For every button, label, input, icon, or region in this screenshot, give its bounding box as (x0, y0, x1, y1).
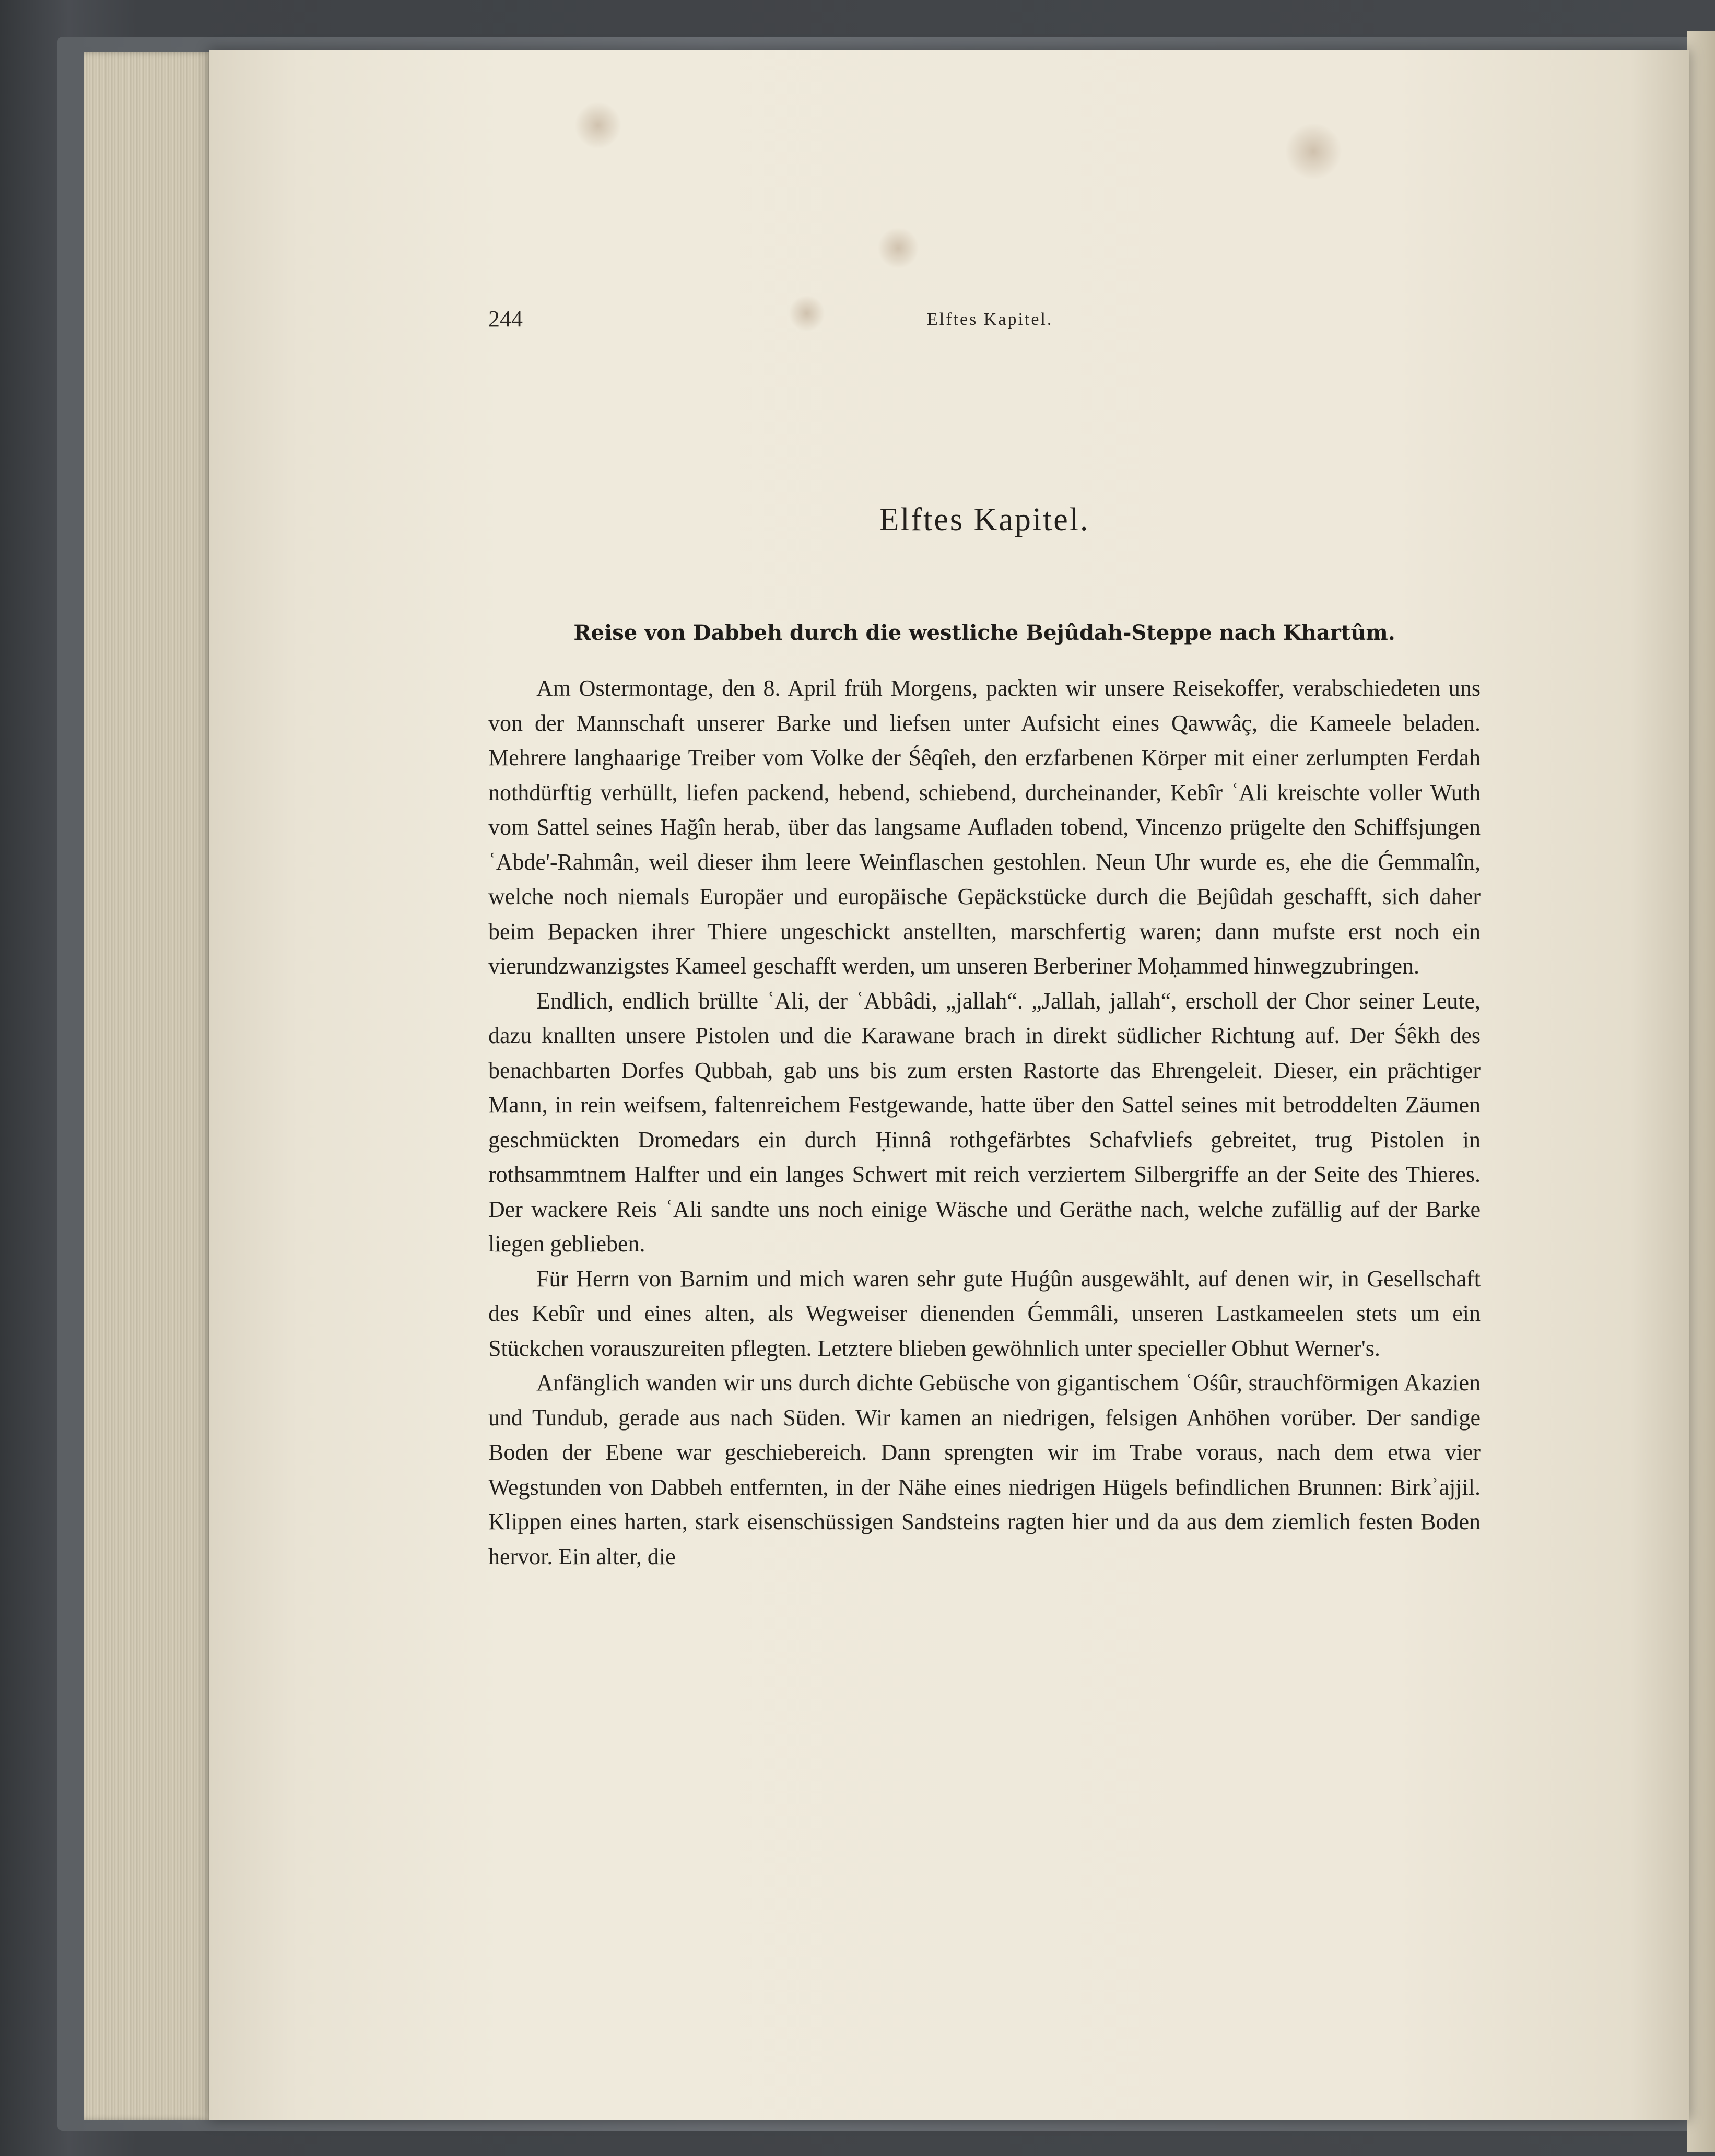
running-head (488, 306, 1481, 347)
paragraph: Endlich, endlich brüllte ʿAli, der ʿAbbâdi, „jallah“. „Jallah, jallah“, erscholl der Chor seiner Leute, dazu knallten unsere Pistolen und die Karawane brach in direkt südlicher Richtung auf. Der Śêkh des benachbarten Dorfes Qubbah, gab uns bis zum ersten Rastorte das Ehrengeleit. Dieser, ein prächtiger Mann, in rein weifsem, faltenreichem Festgewande, hatte über den Sattel seines mit betroddelten Zäumen geschmückten Dromedars ein durch Ḥinnâ rothgefärbtes Schafvliefs gebreitet, trug Pistolen in rothsammtnem Halfter und ein langes Schwert mit reich verziertem Silbergriffe an der Seite des Thieres. Der wackere Reis ʿAli sandte uns noch einige Wäsche und Geräthe nach, welche zufällig auf der Barke liegen geblieben. (488, 988, 1481, 1257)
page-edges (84, 52, 214, 2120)
facing-page-edge (1687, 31, 1715, 2152)
paragraph: Am Ostermontage, den 8. April früh Morgens, packten wir unsere Reisekoffer, verabschiedeten uns von der Mannschaft unserer Barke und liefsen unter Aufsicht eines Qawwâç, die Kameele beladen. Mehrere langhaarige Treiber vom Volke der Śêqîeh, den erzfarbenen Körper mit einer zerlumpten Ferdah nothdürftig verhüllt, liefen packend, hebend, schiebend, durcheinander, Kebîr ʿAli kreischte voller Wuth vom Sattel seines Hağîn herab, über das langsame Aufladen tobend, Vincenzo prügelte den Schiffsjungen ʿAbde'-Rahmân, weil dieser ihm leere Weinflaschen gestohlen. Neun Uhr wurde es, ehe die Ǵemmalîn, welche noch niemals Europäer und europäische Gepäckstücke durch die Bejûdah geschafft, sich daher beim Bepacken ihrer Thiere ungeschickt anstellten, marschfertig waren; dann mufste erst noch ein vierundzwanzigstes Kameel geschafft werden, um unseren Berberiner Moḥammed hinwegzubringen. (488, 675, 1481, 979)
paragraph: Anfänglich wanden wir uns durch dichte Gebüsche von gigantischem ʿOśûr, strauchförmigen Akazien und Tundub, gerade aus nach Süden. Wir kamen an niedrigen, felsigen Anhöhen vorüber. Der sandige Boden der Ebene war geschiebereich. Dann sprengten wir im Trabe voraus, nach dem etwa vier Wegstunden von Dabbeh entfernten, in der Nähe eines niedrigen Hügels befindlichen Brunnen: Birkʾajjil. Klippen eines harten, stark eisenschüssigen Sandsteins ragten hier und da aus dem ziemlich festen Boden hervor. Ein alter, die (488, 1370, 1481, 1569)
running-title: Elftes Kapitel. (927, 310, 1053, 329)
foxing-spot (877, 227, 919, 269)
page-number: 244 (488, 306, 523, 332)
paragraph: Für Herrn von Barnim und mich waren sehr gute Huǵûn ausgewählt, auf denen wir, in Gesellschaft des Kebîr und eines alten, als Wegweiser dienenden Ǵemmâli, unseren Lastkameelen stets um ein Stückchen vorauszureiten pflegten. Letztere blieben gewöhnlich unter specieller Obhut Werner's. (488, 1266, 1481, 1361)
chapter-subtitle: Reise von Dabbeh durch die westliche Bejûdah-Steppe nach Khartûm. (573, 620, 1395, 645)
chapter-title: Elftes Kapitel. (879, 502, 1090, 537)
body-text (488, 671, 1481, 1574)
foxing-spot (1285, 123, 1342, 180)
foxing-spot (574, 102, 621, 149)
